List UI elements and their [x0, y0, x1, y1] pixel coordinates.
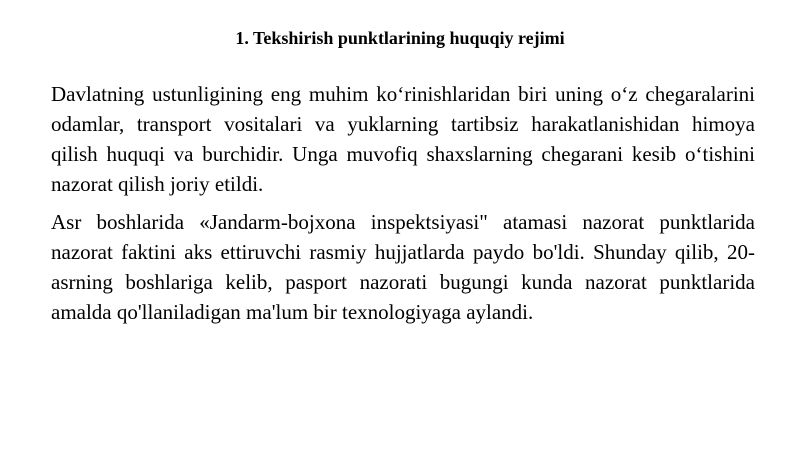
paragraph-1: Davlatning ustunligining eng muhim ko‘rinishlaridan biri uning o‘z chegaralarini odamlar, transport vositalari va yuklarning tartibsiz harakatlanishidan himoya qilish huquqi va burchidir. Unga muvofiq shaxslarning chegarani kesib o‘tishini nazorat qilish joriy etildi. — [51, 82, 755, 196]
page-title: 1. Tekshirish punktlarining huquqiy rejimi — [235, 28, 565, 48]
body-text — [51, 79, 755, 327]
paragraph-2: Asr boshlarida «Jandarm-bojxona inspektsiyasi" atamasi nazorat punktlarida nazorat faktini aks ettiruvchi rasmiy hujjatlarda paydo bo'ldi. Shunday qilib, 20-asrning boshlariga kelib, pasport nazorati bugungi kunda nazorat punktlarida amalda qo'llaniladigan ma'lum bir texnologiyaga aylandi. — [51, 210, 755, 324]
